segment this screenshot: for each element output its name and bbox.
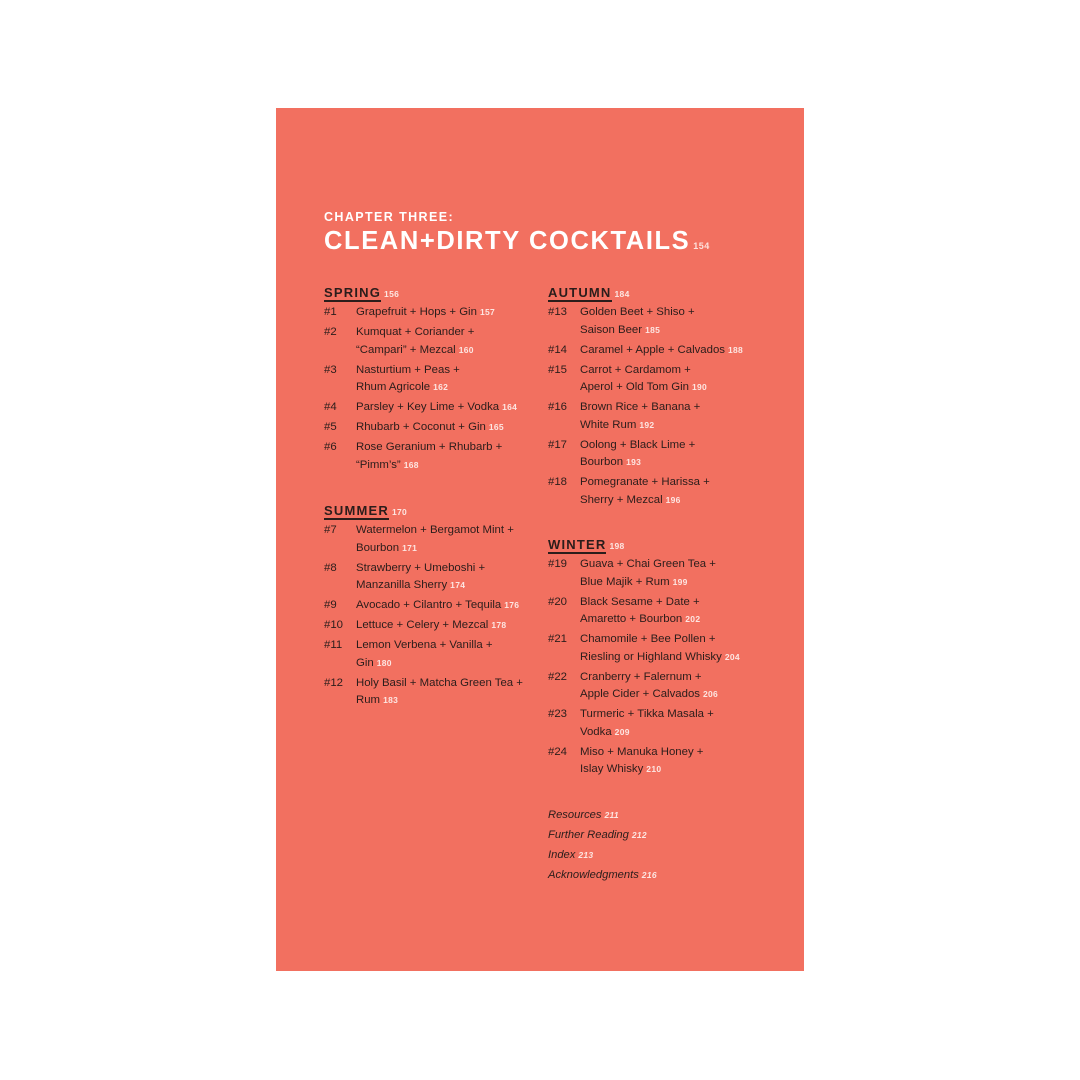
- entry-title-line: Golden Beet + Shiso +: [580, 306, 695, 318]
- entry-title-line: Gin: [356, 656, 374, 669]
- right-column: [548, 284, 778, 781]
- entry-title-line: Black Sesame + Date +: [580, 595, 700, 608]
- entry-page-number: 168: [403, 459, 419, 470]
- entry-number: #18: [548, 476, 568, 488]
- entry-number: #20: [548, 595, 568, 608]
- entry-title-line: Rum: [356, 694, 381, 706]
- entry-title: [580, 342, 770, 360]
- back-matter-item[interactable]: [548, 845, 657, 865]
- entry-title: [356, 597, 546, 615]
- toc-entry[interactable]: [548, 744, 778, 779]
- entry-number: #23: [548, 708, 568, 720]
- entry-number: #4: [324, 401, 337, 413]
- entry-number: #14: [548, 343, 568, 356]
- entry-title-line: Holy Basil + Matcha Green Tea +: [356, 676, 523, 689]
- back-matter-list: [548, 805, 657, 885]
- entry-title-line: Brown Rice + Banana +: [580, 401, 701, 413]
- entry-page-number: 188: [728, 344, 744, 355]
- entry-title-line: Amaretto + Bourbon: [580, 613, 683, 625]
- entry-title-line: Grapefruit + Hops + Gin: [356, 306, 477, 318]
- chapter-title: [324, 225, 710, 262]
- toc-entry[interactable]: [548, 437, 778, 472]
- entry-number: #22: [548, 670, 568, 683]
- section-winter: [548, 536, 778, 779]
- toc-entry[interactable]: [324, 419, 554, 437]
- entry-page-number: 171: [402, 542, 418, 553]
- toc-entry[interactable]: [548, 304, 778, 339]
- entry-number: #11: [324, 639, 343, 651]
- entry-title-line: Pomegranate + Harissa +: [580, 476, 710, 488]
- entry-title-line: Miso + Manuka Honey +: [580, 745, 704, 758]
- entry-number: #7: [324, 524, 337, 536]
- entry-title-line: Rhum Agricole: [356, 381, 431, 393]
- entry-number: #12: [324, 676, 344, 689]
- section-summer: [324, 502, 554, 710]
- entry-title-line: Rhubarb + Coconut + Gin: [356, 421, 486, 433]
- back-matter-item[interactable]: [548, 865, 657, 885]
- entry-title: [580, 669, 770, 704]
- entry-title: [580, 556, 770, 591]
- chapter-title-text: CLEAN+DIRTY COCKTAILS: [324, 227, 691, 255]
- toc-entry[interactable]: [548, 474, 778, 509]
- back-matter-page-number: 211: [604, 810, 619, 820]
- entry-title: [356, 439, 546, 474]
- section-spring: [324, 284, 554, 474]
- entry-page-number: 160: [458, 344, 474, 355]
- entry-title-line: Blue Majik + Rum: [580, 575, 670, 588]
- entry-title: [356, 675, 546, 710]
- entry-page-number: 204: [724, 651, 740, 662]
- entry-number: #16: [548, 401, 568, 413]
- entry-title-line: Turmeric + Tikka Masala +: [580, 708, 714, 720]
- toc-entry[interactable]: [324, 675, 554, 710]
- entry-number: #5: [324, 421, 337, 433]
- entry-page-number: 174: [450, 580, 466, 590]
- back-matter-item[interactable]: [548, 825, 657, 845]
- entry-page-number: 209: [614, 726, 630, 737]
- section-page-number: 184: [614, 289, 630, 299]
- entry-number: #17: [548, 438, 568, 451]
- entry-page-number: 157: [479, 307, 496, 317]
- entry-number: #9: [324, 599, 337, 611]
- entry-page-number: 162: [433, 382, 449, 392]
- toc-entry[interactable]: [324, 324, 554, 359]
- back-matter-label: Index: [548, 849, 576, 861]
- toc-entry[interactable]: [548, 399, 778, 434]
- entry-title-line: Guava + Chai Green Tea +: [580, 558, 716, 570]
- entry-page-number: 210: [646, 764, 662, 774]
- entry-page-number: 202: [685, 614, 701, 624]
- entry-title-line: White Rum: [580, 418, 637, 431]
- entry-page-number: 165: [488, 422, 504, 432]
- left-column: [324, 284, 554, 712]
- entry-title-line: Bourbon: [580, 456, 624, 468]
- section-heading: [324, 284, 554, 304]
- entry-page-number: 190: [692, 382, 708, 392]
- chapter-label: CHAPTER THREE:: [324, 210, 455, 224]
- toc-entry[interactable]: [548, 669, 778, 704]
- chapter-page-number: 154: [693, 241, 710, 251]
- toc-entry[interactable]: [324, 439, 554, 474]
- section-title: SPRING: [324, 285, 382, 300]
- entry-title: [580, 362, 770, 397]
- entry-page-number: 192: [639, 419, 655, 430]
- entry-title-line: Manzanilla Sherry: [356, 579, 448, 591]
- entry-title: [356, 522, 546, 557]
- toc-entry[interactable]: [548, 594, 778, 629]
- entry-title: [356, 362, 546, 397]
- entry-title: [356, 304, 546, 322]
- entry-title-line: Avocado + Cilantro + Tequila: [356, 599, 502, 611]
- back-matter-page-number: 216: [641, 870, 657, 880]
- entry-number: #3: [324, 363, 337, 376]
- entry-title: [580, 744, 770, 779]
- entry-title: [356, 560, 546, 595]
- entry-page-number: 164: [502, 402, 518, 412]
- entry-number: #24: [548, 745, 568, 758]
- entry-title: [356, 419, 546, 437]
- toc-entry[interactable]: [548, 556, 778, 591]
- entry-title-line: Lemon Verbena + Vanilla +: [356, 639, 493, 651]
- entry-title: [356, 324, 546, 359]
- entry-title-line: Cranberry + Falernum +: [580, 670, 702, 683]
- entry-number: #19: [548, 558, 568, 570]
- entry-page-number: 199: [672, 576, 688, 587]
- back-matter-item[interactable]: [548, 805, 657, 825]
- entry-title-line: Bourbon: [356, 541, 400, 554]
- section-heading: [548, 284, 778, 304]
- entry-title: [580, 706, 770, 741]
- entry-title-line: Strawberry + Umeboshi +: [356, 561, 486, 574]
- entry-title-line: Parsley + Key Lime + Vodka: [356, 401, 500, 413]
- section-page-number: 198: [609, 541, 625, 551]
- section-page-number: 156: [384, 289, 400, 299]
- toc-entry[interactable]: [324, 522, 554, 557]
- entry-title-line: Kumquat + Coriander +: [356, 326, 475, 338]
- entry-title: [356, 637, 546, 672]
- back-matter-label: Resources: [548, 809, 602, 821]
- section-heading: [548, 536, 778, 556]
- entry-title: [580, 399, 770, 434]
- entry-page-number: 185: [645, 324, 661, 335]
- entry-page-number: 178: [491, 620, 507, 630]
- toc-entry[interactable]: [324, 637, 554, 672]
- entry-number: #15: [548, 363, 568, 376]
- entry-title: [580, 631, 770, 666]
- entry-title-line: Sherry + Mezcal: [580, 493, 663, 506]
- entry-number: #6: [324, 441, 337, 453]
- entry-title-line: “Campari” + Mezcal: [356, 343, 456, 356]
- entry-page-number: 196: [665, 494, 681, 505]
- entry-title: [580, 594, 770, 629]
- entry-title-line: “Pimm’s”: [356, 458, 401, 471]
- toc-entry[interactable]: [324, 362, 554, 397]
- toc-entry[interactable]: [548, 706, 778, 741]
- entry-title: [356, 399, 546, 417]
- toc-entry[interactable]: [548, 342, 778, 360]
- entry-title-line: Carrot + Cardamom +: [580, 363, 691, 376]
- toc-entry[interactable]: [324, 399, 554, 417]
- back-matter-page-number: 213: [578, 850, 594, 860]
- section-autumn: [548, 284, 778, 509]
- entry-number: #10: [324, 619, 344, 631]
- book-page: [276, 108, 804, 971]
- entry-title-line: Nasturtium + Peas +: [356, 363, 460, 376]
- entry-number: #1: [324, 306, 337, 318]
- entry-page-number: 183: [383, 695, 399, 705]
- entry-number: #2: [324, 326, 337, 338]
- entry-page-number: 176: [504, 600, 520, 610]
- back-matter-page-number: 212: [631, 830, 647, 840]
- section-page-number: 170: [391, 507, 408, 517]
- section-title: WINTER: [548, 537, 607, 552]
- entry-title-line: Vodka: [580, 725, 612, 738]
- entry-title-line: Islay Whisky: [580, 763, 644, 775]
- entry-title-line: Caramel + Apple + Calvados: [580, 343, 725, 356]
- entry-number: #21: [548, 633, 568, 645]
- entry-title-line: Apple Cider + Calvados: [580, 688, 700, 700]
- toc-entry[interactable]: [548, 362, 778, 397]
- entry-title: [356, 617, 546, 635]
- entry-title-line: Rose Geranium + Rhubarb +: [356, 441, 503, 453]
- entry-title: [580, 437, 770, 472]
- entry-title-line: Riesling or Highland Whisky: [580, 650, 722, 663]
- toc-entry[interactable]: [324, 560, 554, 595]
- entry-title-line: Oolong + Black Lime +: [580, 438, 696, 451]
- entry-number: #13: [548, 306, 568, 318]
- entry-title: [580, 474, 770, 509]
- toc-entry[interactable]: [324, 304, 554, 322]
- back-matter-label: Further Reading: [548, 829, 629, 841]
- entry-title-line: Saison Beer: [580, 323, 643, 336]
- entry-number: #8: [324, 561, 337, 574]
- back-matter-label: Acknowledgments: [548, 869, 639, 881]
- entry-page-number: 180: [376, 657, 392, 668]
- section-title: SUMMER: [324, 503, 389, 518]
- section-title: AUTUMN: [548, 285, 612, 300]
- entry-title-line: Chamomile + Bee Pollen +: [580, 633, 716, 645]
- entry-page-number: 206: [703, 689, 719, 699]
- section-heading: [324, 502, 554, 522]
- entry-page-number: 193: [626, 457, 642, 467]
- entry-title-line: Aperol + Old Tom Gin: [580, 381, 689, 393]
- entry-title-line: Watermelon + Bergamot Mint +: [356, 524, 514, 536]
- toc-entry[interactable]: [548, 631, 778, 666]
- entry-title: [580, 304, 770, 339]
- toc-entry[interactable]: [324, 617, 554, 635]
- entry-title-line: Lettuce + Celery + Mezcal: [356, 619, 489, 631]
- toc-entry[interactable]: [324, 597, 554, 615]
